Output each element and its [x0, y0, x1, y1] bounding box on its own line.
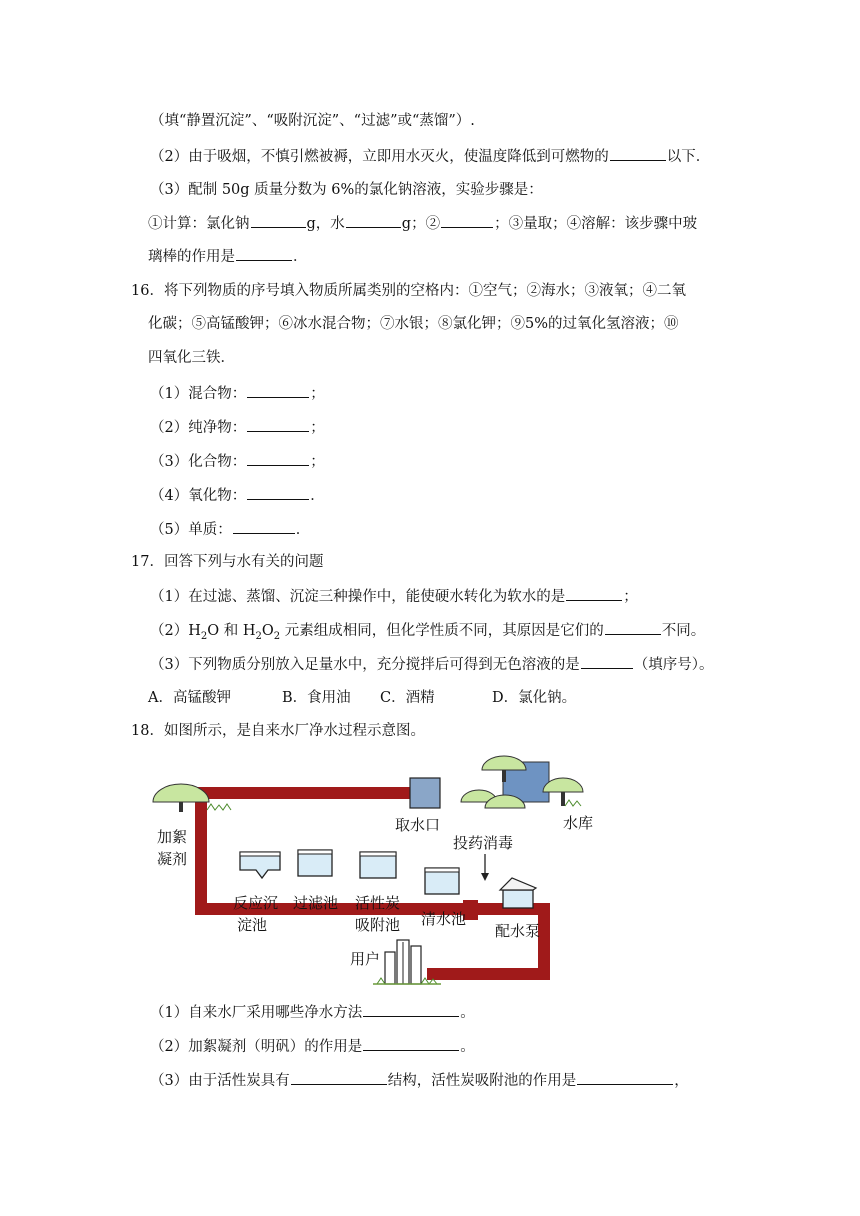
q16-compound: （3）化合物： ；: [150, 451, 325, 472]
answer-blank[interactable]: [247, 485, 309, 500]
carbon-tank-icon: [360, 852, 396, 878]
q18-part-1: （1）自来水厂采用哪些净水方法 。: [150, 1002, 475, 1023]
q17-part-1: （1）在过滤、蒸馏、沉淀三种操作中，能使硬水转化为软水的是 ；: [150, 586, 638, 607]
q16-element: （5）单质： ．: [150, 519, 310, 540]
user-label: 用户: [350, 950, 381, 968]
q16-pure: （2）纯净物： ；: [150, 417, 325, 438]
q17-stem: 17．回答下列与水有关的问题: [131, 554, 324, 570]
answer-blank[interactable]: [605, 620, 661, 635]
reservoir-icon: [461, 756, 583, 808]
answer-blank[interactable]: [577, 1070, 673, 1085]
filter-tank-icon: [298, 850, 332, 876]
pump-house-icon: [500, 878, 536, 908]
filter-tank-label: 过滤池: [293, 894, 339, 912]
q16-oxide: （4）氧化物： ．: [150, 485, 325, 506]
answer-blank[interactable]: [247, 451, 309, 466]
answer-blank[interactable]: [233, 519, 295, 534]
q15-part-3: （3）配制 50g 质量分数为 6%的氯化钠溶液，实验步骤是：: [150, 182, 543, 198]
q15-line-1: （填“静置沉淀”、“吸附沉淀”、“过滤”或“蒸馏”）.: [150, 113, 475, 129]
q17-option-b: B．食用油: [282, 690, 351, 706]
q15-step-cont: 璃棒的作用是 ．: [148, 246, 308, 267]
coagulant-label-1: 加絮: [157, 828, 188, 846]
answer-blank[interactable]: [236, 246, 292, 261]
q16-stem-3: 四氧化三铁．: [148, 350, 235, 366]
q15-part-2: （2）由于吸烟，不慎引燃被褥，立即用水灭火，使温度降低到可燃物的 以下．: [150, 146, 710, 167]
carbon-tank-label-2: 吸附池: [355, 916, 401, 934]
q17-option-c: C．酒精: [380, 690, 435, 706]
q17-part-3: （3）下列物质分别放入足量水中，充分搅拌后可得到无色溶液的是 （填序号）。: [150, 654, 713, 675]
water-treatment-diagram: [145, 740, 594, 990]
q17-part-2: $(2)H_2O$ 和 $H_2O_2$ 元素组成相同，但化学性质不同，其原因是它们的 不同。: [150, 620, 705, 641]
q18-part-3: （3）由于活性炭具有 结构，活性炭吸附池的作用是 ，: [150, 1070, 689, 1091]
intake-box: [410, 778, 440, 808]
q18-part-2: （2）加絮凝剂（明矾）的作用是 。: [150, 1036, 475, 1057]
answer-blank[interactable]: [291, 1070, 387, 1085]
settling-tank-icon: [240, 852, 280, 878]
reservoir-label: 水库: [563, 814, 594, 832]
settling-tank-label-1: 反应沉: [233, 894, 279, 912]
q17-option-d: D．氯化钠。: [492, 690, 577, 706]
intake-label: 取水口: [395, 816, 441, 834]
settling-tank-label-2: 淀池: [237, 916, 268, 934]
q17-option-a: A．高锰酸钾: [148, 690, 231, 706]
answer-blank[interactable]: [581, 654, 633, 669]
disinfection-arrow-icon: [481, 854, 489, 881]
answer-blank[interactable]: [363, 1002, 459, 1017]
answer-blank[interactable]: [251, 213, 306, 228]
pump-label: 配水泵: [495, 922, 541, 940]
q15-step-calc: ①计算：氯化钠 g，水 g；② ；③量取；④溶解：该步骤中玻: [148, 213, 697, 234]
answer-blank[interactable]: [247, 383, 309, 398]
clear-tank-icon: [425, 868, 459, 894]
q16-stem-2: 化碳；⑤高锰酸钾；⑥冰水混合物；⑦水银；⑧氯化钾；⑨5%的过氧化氢溶液；⑩: [148, 316, 679, 332]
answer-blank[interactable]: [363, 1036, 459, 1051]
q16-stem-1: 16．将下列物质的序号填入物质所属类别的空格内：①空气；②海水；③液氧；④二氧: [131, 283, 686, 299]
answer-blank[interactable]: [566, 586, 622, 601]
answer-blank[interactable]: [346, 213, 401, 228]
answer-blank[interactable]: [247, 417, 309, 432]
disinfection-label: 投药消毒: [453, 834, 514, 852]
clear-tank-label: 清水池: [421, 910, 467, 928]
answer-blank[interactable]: [610, 146, 666, 161]
answer-blank[interactable]: [441, 213, 493, 228]
q16-mixture: （1）混合物： ；: [150, 383, 325, 404]
coagulant-label-2: 凝剂: [157, 850, 188, 868]
q18-stem: 18．如图所示，是自来水厂净水过程示意图。: [131, 723, 425, 739]
water-treatment-svg: [145, 740, 594, 990]
carbon-tank-label-1: 活性炭: [355, 894, 401, 912]
